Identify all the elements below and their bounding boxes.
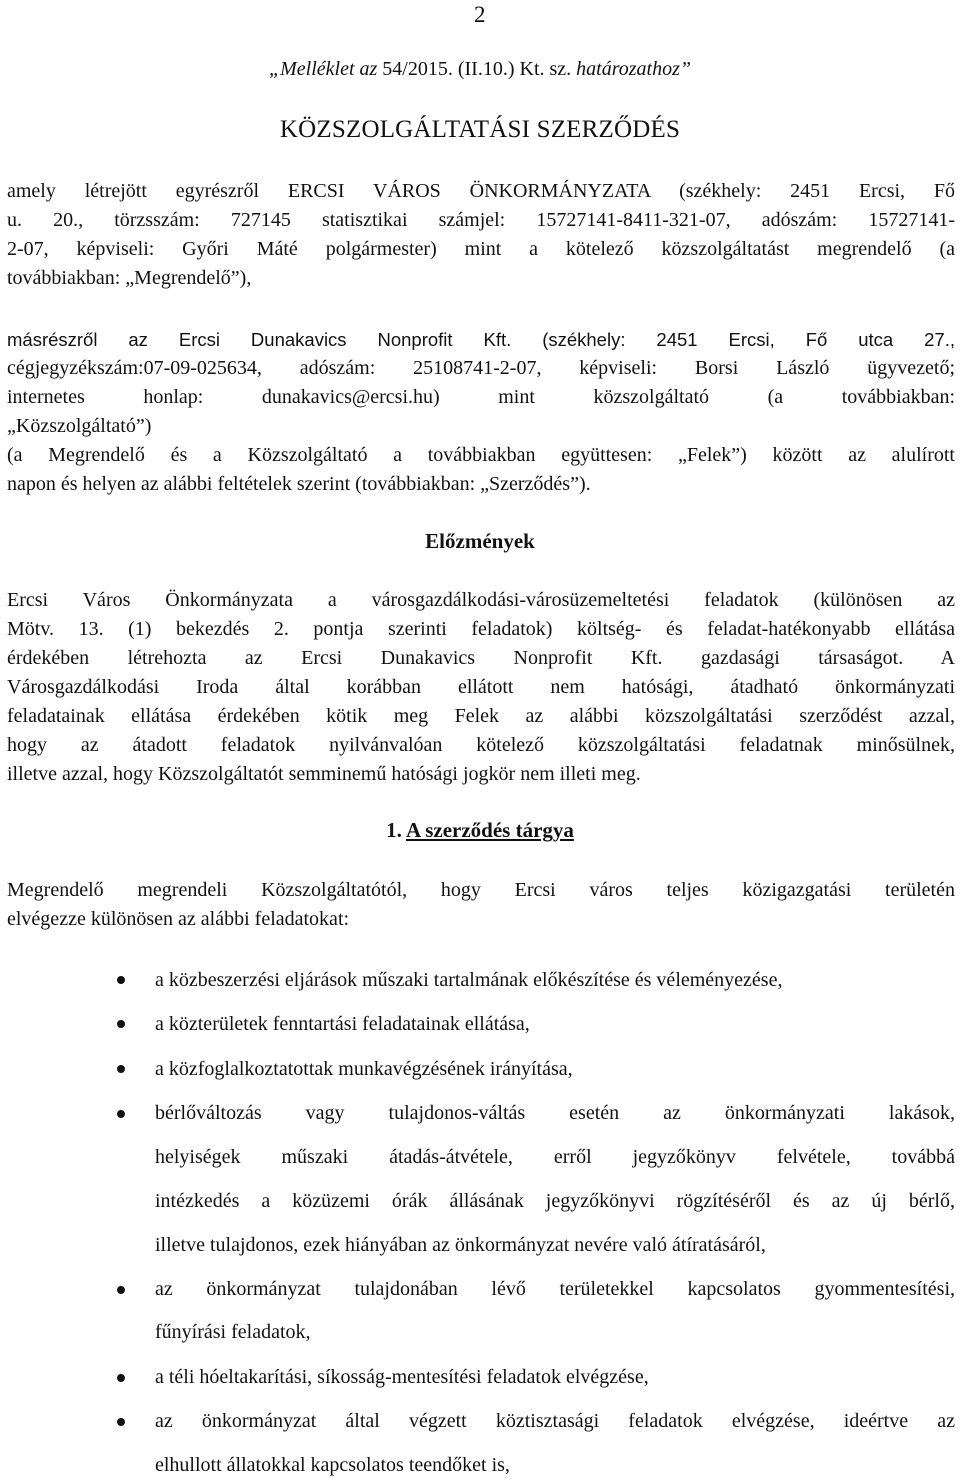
- bullet-icon: [117, 976, 125, 984]
- antecedents-line: illetve azzal, hogy Közszolgáltatót semminemű hatósági jogkör nem illeti meg.: [7, 763, 641, 785]
- bullet-icon: [117, 1374, 125, 1382]
- bullet-icon: [117, 1065, 125, 1073]
- list-item-continuation: fűnyírási feladatok,: [155, 1321, 311, 1343]
- antecedents-line: hogy az átadott feladatok nyilvánvalóan kötelező közszolgáltatási feladatnak minősülnek,: [7, 734, 955, 756]
- list-item-continuation: intézkedés a közüzemi órák állásának jegyzőkönyvi rögzítéséről és az új bérlő,: [155, 1190, 955, 1212]
- list-item-continuation: elhullott állatokkal kapcsolatos teendőket is,: [155, 1454, 510, 1476]
- section1-heading: [0, 818, 960, 843]
- party2-line: „Közszolgáltató”): [7, 415, 152, 437]
- party2-line: cégjegyzékszám:07-09-025634, adószám: 25108741-2-07, képviseli: Borsi László ügyvezető;: [7, 357, 955, 379]
- list-item-continuation: illetve tulajdonos, ezek hiányában az önkormányzat nevére való átíratásáról,: [155, 1234, 766, 1256]
- list-item: a közbeszerzési eljárások műszaki tartalmának előkészítése és véleményezése,: [155, 969, 783, 991]
- party1-line: továbbiakban: „Megrendelő”),: [7, 267, 252, 289]
- annex-prefix: „Melléklet az: [268, 58, 383, 80]
- antecedents-line: feladatainak ellátása érdekében kötik meg Felek az alábbi közszolgáltatási szerződést azzal,: [7, 705, 955, 727]
- antecedents-heading: Előzmények: [425, 529, 535, 553]
- antecedents-line: Ercsi Város Önkormányzata a városgazdálkodási-városüzemeltetési feladatok (különösen az: [7, 589, 955, 611]
- party2-line: másrészről az Ercsi Dunakavics Nonprofit Kft. (székhely: 2451 Ercsi, Fő utca 27.,: [7, 329, 955, 350]
- resolution-number: 54/2015. (II.10.) Kt. sz.: [382, 58, 572, 80]
- bullet-icon: [117, 1418, 125, 1426]
- antecedents-line: Városgazdálkodási Iroda által korábban ellátott nem hatósági, átadható önkormányzati: [7, 676, 955, 698]
- party1-line: amely létrejött egyrészről ERCSI VÁROS ÖNKORMÁNYZATA (székhely: 2451 Ercsi, Fő: [7, 180, 955, 202]
- section1-intro-line: elvégezze különösen az alábbi feladatokat:: [7, 908, 350, 930]
- list-item: az önkormányzat tulajdonában lévő területekkel kapcsolatos gyommentesítési,: [155, 1278, 955, 1300]
- list-item: a közterületek fenntartási feladatainak ellátása,: [155, 1013, 530, 1035]
- section1-title: A szerződés tárgya: [405, 818, 574, 842]
- list-item: a közfoglalkoztatottak munkavégzésének irányítása,: [155, 1058, 573, 1080]
- document-title: KÖZSZOLGÁLTATÁSI SZERZŐDÉS: [279, 116, 681, 143]
- annex-reference: [0, 58, 960, 81]
- bullet-icon: [117, 1286, 125, 1294]
- annex-suffix: határozathoz”: [571, 58, 691, 80]
- list-item-continuation: helyiségek műszaki átadás-átvétele, erről jegyzőkönyv felvétele, továbbá: [155, 1146, 955, 1168]
- antecedents-line: érdekében létrehozta az Ercsi Dunakavics Nonprofit Kft. gazdasági társaságot. A: [7, 647, 955, 669]
- list-item: az önkormányzat által végzett köztisztasági feladatok elvégzése, ideértve az: [155, 1410, 955, 1432]
- antecedents-line: Mötv. 13. (1) bekezdés 2. pontja szerinti feladatok) költség- és feladat-hatékonyabb ellátása: [7, 618, 955, 640]
- list-item: a téli hóeltakarítási, síkosság-mentesítési feladatok elvégzése,: [155, 1366, 649, 1388]
- bullet-icon: [117, 1110, 125, 1118]
- party1-line: 2-07, képviseli: Győri Máté polgármester) mint a kötelező közszolgáltatást megrendelő (a: [7, 238, 955, 260]
- section1-number: 1.: [386, 818, 406, 842]
- bullet-icon: [117, 1020, 125, 1028]
- section1-intro-line: Megrendelő megrendeli Közszolgáltatótól, hogy Ercsi város teljes közigazgatási területén: [7, 879, 955, 901]
- page-number: 2: [474, 2, 486, 27]
- party2-line: internetes honlap: dunakavics@ercsi.hu) mint közszolgáltató (a továbbiakban:: [7, 386, 955, 408]
- party2-line: (a Megrendelő és a Közszolgáltató a továbbiakban együttesen: „Felek”) között az alulírott: [7, 444, 955, 466]
- party2-line: napon és helyen az alábbi feltételek szerint (továbbiakban: „Szerződés”).: [7, 473, 591, 495]
- list-item: bérlőváltozás vagy tulajdonos-váltás esetén az önkormányzati lakások,: [155, 1102, 955, 1124]
- party1-line: u. 20., törzsszám: 727145 statisztikai számjel: 15727141-8411-321-07, adószám: 15727141-: [7, 209, 955, 231]
